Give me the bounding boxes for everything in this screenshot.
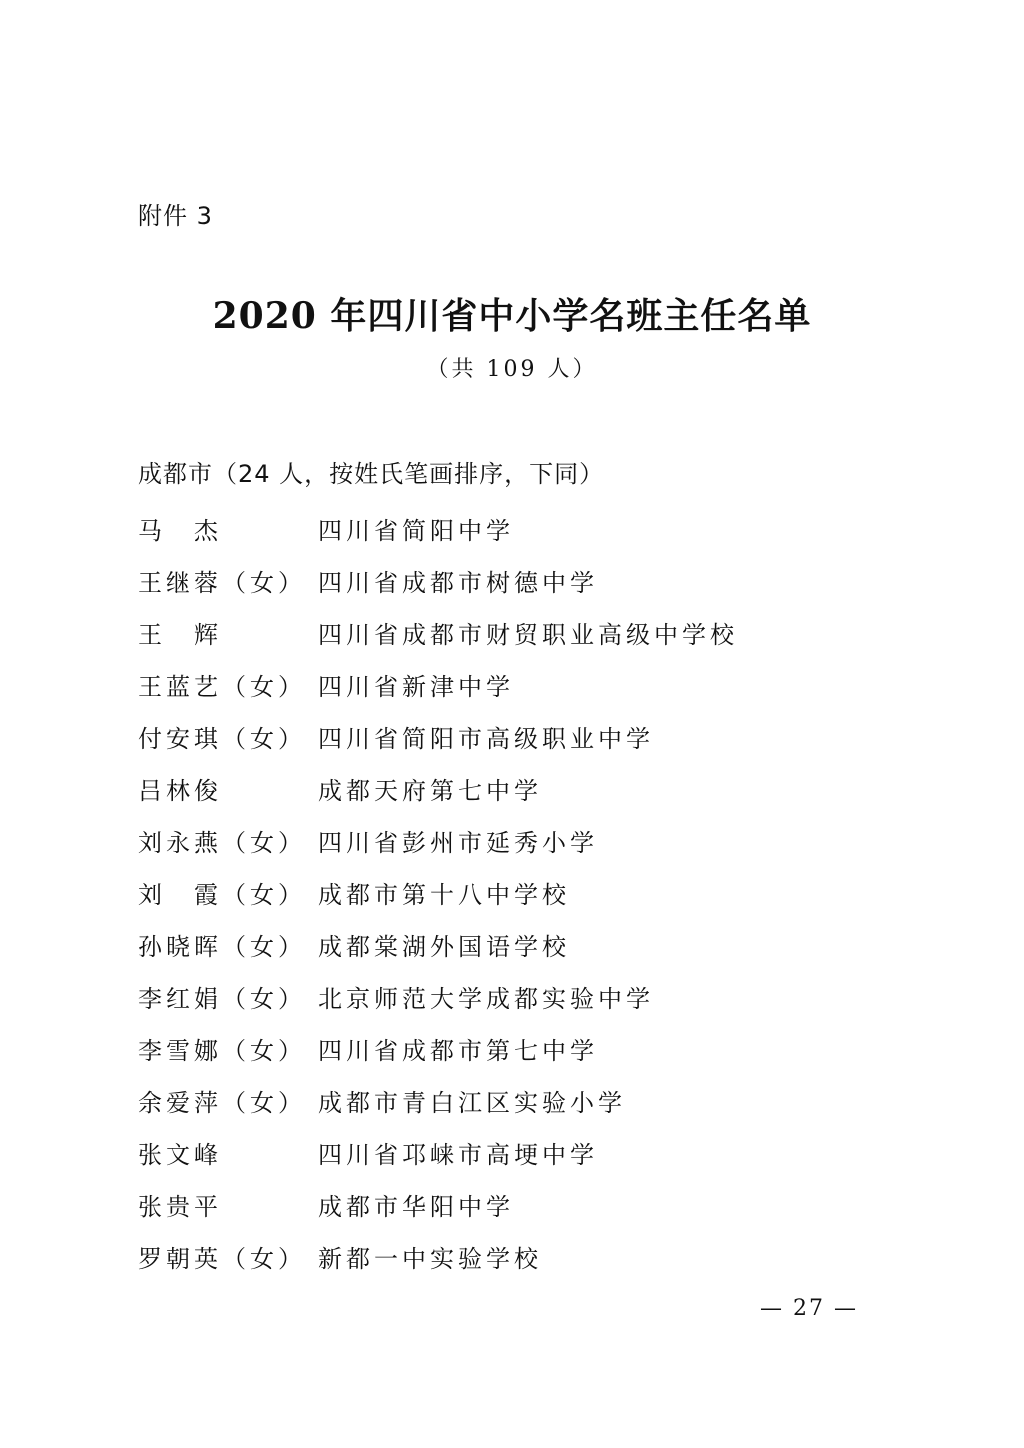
teacher-name: 王 辉 (138, 620, 222, 649)
list-item (138, 1178, 898, 1230)
school-name: 成都棠湖外国语学校 (318, 932, 570, 961)
teacher-name: 张文峰 (138, 1140, 222, 1169)
teacher-name: 刘永燕（女） (138, 828, 306, 857)
school-name: 四川省新津中学 (318, 672, 514, 701)
document-subtitle: （共 109 人） (426, 357, 598, 382)
list-item (138, 918, 898, 970)
teacher-name: 王蓝艺（女） (138, 672, 306, 701)
attachment-label: 附件 3 (138, 202, 213, 230)
teacher-name: 吕林俊 (138, 776, 222, 805)
list-item (138, 1074, 898, 1126)
teacher-name: 付安琪（女） (138, 724, 306, 753)
list-item (138, 814, 898, 866)
teacher-name: 罗朝英（女） (138, 1244, 306, 1273)
school-name: 四川省简阳中学 (318, 516, 514, 545)
school-name: 四川省彭州市延秀小学 (318, 828, 598, 857)
school-name: 北京师范大学成都实验中学 (318, 984, 654, 1013)
list-item (138, 1126, 898, 1178)
school-name: 成都市第十八中学校 (318, 880, 570, 909)
list-item (138, 658, 898, 710)
list-item (138, 554, 898, 606)
teacher-name: 王继蓉（女） (138, 568, 306, 597)
teacher-name: 余爱萍（女） (138, 1088, 306, 1117)
teacher-name: 刘 霞（女） (138, 880, 306, 909)
teacher-name: 李红娟（女） (138, 984, 306, 1013)
school-name: 成都市青白江区实验小学 (318, 1088, 626, 1117)
school-name: 四川省成都市第七中学 (318, 1036, 598, 1065)
list-item (138, 606, 898, 658)
school-name: 四川省邛崃市高埂中学 (318, 1140, 598, 1169)
teacher-name: 孙晓晖（女） (138, 932, 306, 961)
teacher-name: 李雪娜（女） (138, 1036, 306, 1065)
school-name: 四川省成都市财贸职业高级中学校 (318, 620, 738, 649)
page-number: — 27 — (760, 1296, 858, 1321)
list-item (138, 1022, 898, 1074)
list-item (138, 502, 898, 554)
school-name: 成都市华阳中学 (318, 1192, 514, 1221)
list-item (138, 762, 898, 814)
school-name: 四川省简阳市高级职业中学 (318, 724, 654, 753)
document-title: 2020 年四川省中小学名班主任名单 (212, 295, 812, 337)
list-item (138, 710, 898, 762)
school-name: 新都一中实验学校 (318, 1244, 542, 1273)
school-name: 四川省成都市树德中学 (318, 568, 598, 597)
teacher-list (138, 502, 898, 1282)
section-heading: 成都市（24 人，按姓氏笔画排序，下同） (138, 460, 605, 488)
list-item (138, 866, 898, 918)
school-name: 成都天府第七中学 (318, 776, 542, 805)
list-item (138, 970, 898, 1022)
teacher-name: 马 杰 (138, 516, 222, 545)
list-item (138, 1230, 898, 1282)
teacher-name: 张贵平 (138, 1192, 222, 1221)
